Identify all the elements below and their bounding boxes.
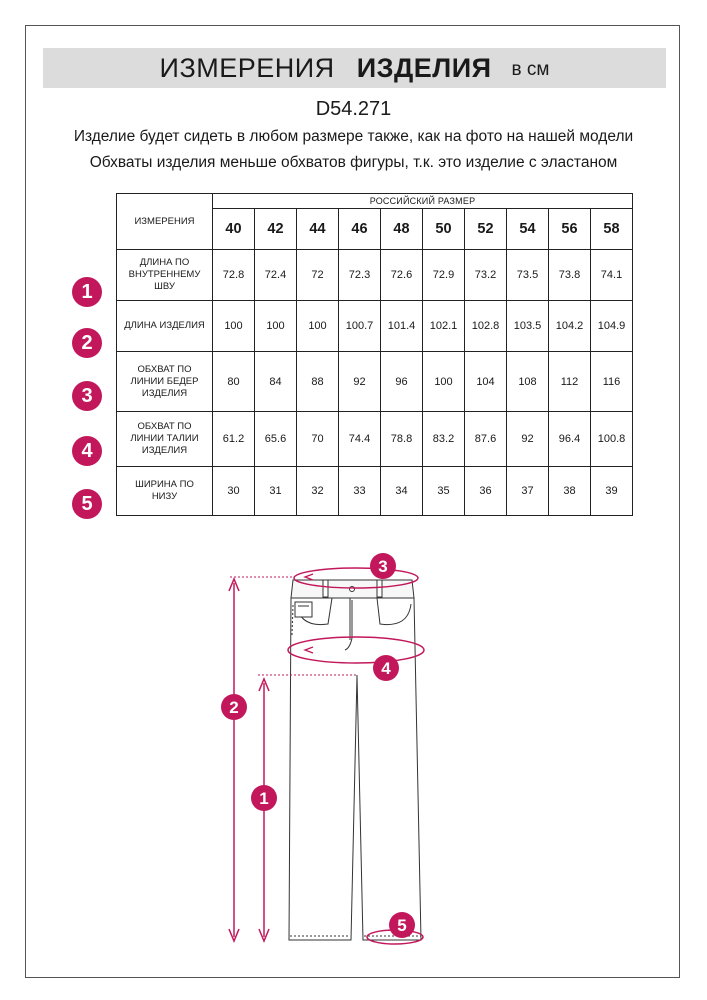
value-cell: 33 bbox=[339, 467, 381, 516]
marker-badge-4: 4 bbox=[72, 436, 102, 466]
value-cell: 103.5 bbox=[507, 301, 549, 352]
diagram-marker-5-label: 5 bbox=[397, 916, 407, 935]
value-cell: 39 bbox=[591, 467, 633, 516]
value-cell: 72.9 bbox=[423, 250, 465, 301]
value-cell: 70 bbox=[297, 412, 339, 467]
value-cell: 100 bbox=[297, 301, 339, 352]
label-line: ШВУ bbox=[154, 281, 175, 292]
label-line: ИЗДЕЛИЯ bbox=[141, 445, 188, 456]
value-cell: 74.1 bbox=[591, 250, 633, 301]
value-cell: 72.3 bbox=[339, 250, 381, 301]
elastane-note: Обхваты изделия меньше обхватов фигуры, т.к. это изделие с эластаном bbox=[89, 154, 618, 171]
title-part-1: ИЗМЕРЕНИЯ bbox=[159, 52, 335, 83]
value-cell: 96 bbox=[381, 352, 423, 412]
size-header-cell: 46 bbox=[339, 209, 381, 250]
label-line: ШИРИНА ПО bbox=[135, 479, 194, 490]
size-header-cell: 54 bbox=[507, 209, 549, 250]
value-cell: 100.8 bbox=[591, 412, 633, 467]
value-cell: 72.8 bbox=[213, 250, 255, 301]
value-cell: 100 bbox=[213, 301, 255, 352]
size-header-cell: 56 bbox=[549, 209, 591, 250]
label-line: ИЗДЕЛИЯ bbox=[141, 387, 188, 399]
value-cell: 101.4 bbox=[381, 301, 423, 352]
value-cell: 36 bbox=[465, 467, 507, 516]
value-cell: 108 bbox=[507, 352, 549, 412]
label-line: ВНУТРЕННЕМУ bbox=[128, 269, 201, 280]
value-cell: 100.7 bbox=[339, 301, 381, 352]
diagram-marker-2 bbox=[221, 694, 247, 720]
size-header-cell: 52 bbox=[465, 209, 507, 250]
value-cell: 73.8 bbox=[549, 250, 591, 301]
marker-badge-3: 3 bbox=[72, 381, 102, 411]
pants-drawing bbox=[289, 580, 421, 940]
value-cell: 73.2 bbox=[465, 250, 507, 301]
diagram-marker-4-label: 4 bbox=[381, 659, 391, 678]
diagram-marker-5 bbox=[389, 912, 415, 938]
value-cell: 104.2 bbox=[549, 301, 591, 352]
value-cell: 112 bbox=[549, 352, 591, 412]
label-line: ДЛИНА ПО bbox=[139, 257, 190, 268]
marker-badge-5: 5 bbox=[72, 489, 102, 519]
value-cell: 116 bbox=[591, 352, 633, 412]
value-cell: 72.4 bbox=[255, 250, 297, 301]
label-line: ЛИНИИ ТАЛИИ bbox=[130, 433, 199, 444]
title-unit: в см bbox=[511, 59, 550, 80]
marker-badge-1: 1 bbox=[72, 277, 102, 307]
value-cell: 102.1 bbox=[423, 301, 465, 352]
value-cell: 102.8 bbox=[465, 301, 507, 352]
measurements-header: ИЗМЕРЕНИЯ bbox=[117, 194, 213, 250]
value-cell: 35 bbox=[423, 467, 465, 516]
article-number: D54.271 bbox=[315, 98, 392, 120]
value-cell: 72.6 bbox=[381, 250, 423, 301]
label-line: ОБХВАТ ПО bbox=[137, 363, 192, 375]
diagram-marker-2-label: 2 bbox=[229, 698, 239, 717]
size-header-cell: 44 bbox=[297, 209, 339, 250]
value-cell: 65.6 bbox=[255, 412, 297, 467]
value-cell: 80 bbox=[213, 352, 255, 412]
diagram-marker-3 bbox=[370, 553, 396, 579]
value-cell: 92 bbox=[339, 352, 381, 412]
value-cell: 38 bbox=[549, 467, 591, 516]
label-line: ДЛИНА ИЗДЕЛИЯ bbox=[124, 320, 205, 331]
value-cell: 84 bbox=[255, 352, 297, 412]
marker-badge-2: 2 bbox=[72, 328, 102, 358]
label-line: НИЗУ bbox=[151, 491, 178, 502]
value-cell: 100 bbox=[255, 301, 297, 352]
size-header-cell: 40 bbox=[213, 209, 255, 250]
diagram-marker-1 bbox=[251, 785, 277, 811]
value-cell: 104.9 bbox=[591, 301, 633, 352]
value-cell: 96.4 bbox=[549, 412, 591, 467]
diagram-marker-3-label: 3 bbox=[378, 557, 388, 576]
value-cell: 87.6 bbox=[465, 412, 507, 467]
value-cell: 83.2 bbox=[423, 412, 465, 467]
value-cell: 31 bbox=[255, 467, 297, 516]
value-cell: 37 bbox=[507, 467, 549, 516]
value-cell: 92 bbox=[507, 412, 549, 467]
diagram-marker-1-label: 1 bbox=[259, 789, 269, 808]
size-header-cell: 58 bbox=[591, 209, 633, 250]
value-cell: 30 bbox=[213, 467, 255, 516]
title-part-2: ИЗДЕЛИЯ bbox=[356, 52, 492, 83]
value-cell: 32 bbox=[297, 467, 339, 516]
diagram-marker-4 bbox=[373, 655, 399, 681]
value-cell: 34 bbox=[381, 467, 423, 516]
size-header-cell: 42 bbox=[255, 209, 297, 250]
size-header-cell: 48 bbox=[381, 209, 423, 250]
value-cell: 74.4 bbox=[339, 412, 381, 467]
value-cell: 78.8 bbox=[381, 412, 423, 467]
label-line: ЛИНИИ БЕДЕР bbox=[130, 375, 199, 387]
value-cell: 72 bbox=[297, 250, 339, 301]
russian-size-header: РОССИЙСКИЙ РАЗМЕР bbox=[213, 194, 633, 209]
value-cell: 100 bbox=[423, 352, 465, 412]
value-cell: 61.2 bbox=[213, 412, 255, 467]
value-cell: 88 bbox=[297, 352, 339, 412]
size-header-cell: 50 bbox=[423, 209, 465, 250]
label-line: ОБХВАТ ПО bbox=[137, 421, 192, 432]
value-cell: 73.5 bbox=[507, 250, 549, 301]
fit-note: Изделие будет сидеть в любом размере также, как на фото на нашей модели bbox=[73, 128, 634, 145]
value-cell: 104 bbox=[465, 352, 507, 412]
